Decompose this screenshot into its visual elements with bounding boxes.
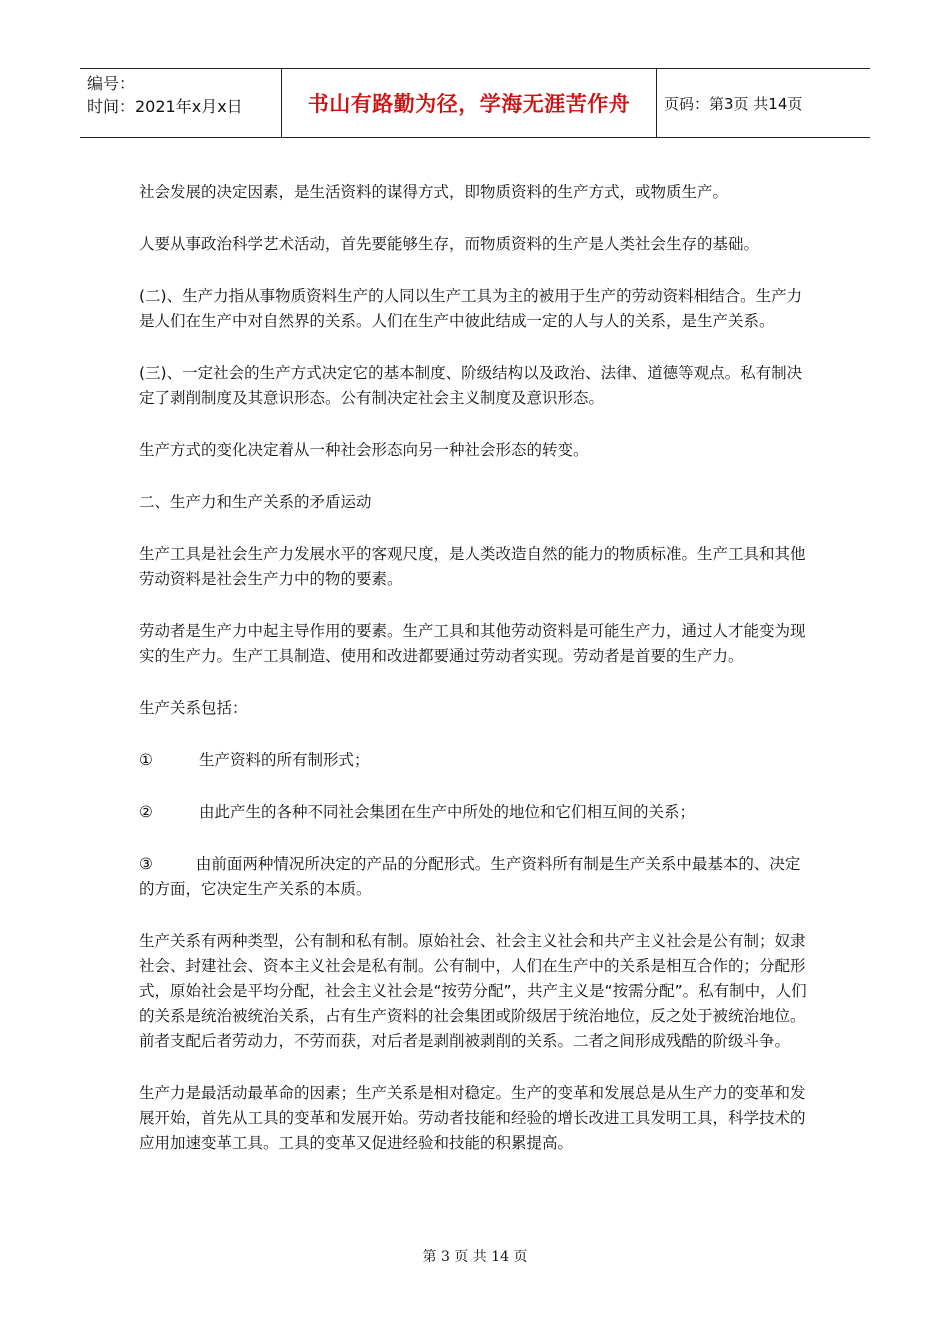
list-text-body: 由前面两种情况所决定的产品的分配形式。生产资料所有制是生产关系中最基本的、决定的方面，它决定生产关系的本质。 <box>139 855 801 898</box>
header-meta <box>80 69 282 137</box>
paragraph: 生产关系包括： <box>139 699 248 717</box>
paragraph: (二)、生产力指从事物质资料生产的人同以生产工具为主的被用于生产的劳动资料相结合。生产力是人们在生产中对自然界的关系。人们在生产中彼此结成一定的人与人的关系，是生产关系。 <box>139 287 803 330</box>
document-body <box>139 180 815 1183</box>
list-number: ② <box>139 803 153 821</box>
paragraph: 人要从事政治科学艺术活动，首先要能够生存，而物质资料的生产是人类社会生存的基础。 <box>139 235 760 253</box>
paragraph: 生产力是最活动最革命的因素；生产关系是相对稳定。生产的变革和发展总是从生产力的变革和发展开始，首先从工具的变革和发展开始。劳动者技能和经验的增长改进工具发明工具，科学技术的应用加速变革工具。工具的变革又促进经验和技能的积累提高。 <box>139 1084 806 1152</box>
page-header <box>80 68 870 138</box>
list-number: ① <box>139 751 153 769</box>
code-label: 编号： <box>87 74 136 93</box>
list-text: 生产资料的所有制形式； <box>199 751 370 769</box>
time-label: 时间：2021年x月x日 <box>87 97 243 116</box>
page-footer: 第 3 页 共 14 页 <box>422 1249 528 1265</box>
section-heading: 二、生产力和生产关系的矛盾运动 <box>139 493 372 511</box>
list-number: ③ <box>139 855 153 873</box>
paragraph: (三)、一定社会的生产方式决定它的基本制度、阶级结构以及政治、法律、道德等观点。私有制决定了剥削制度及其意识形态。公有制决定社会主义制度及意识形态。 <box>139 364 803 407</box>
paragraph: 劳动者是生产力中起主导作用的要素。生产工具和其他劳动资料是可能生产力，通过人才能变为现实的生产力。生产工具制造、使用和改进都要通过劳动者实现。劳动者是首要的生产力。 <box>139 622 806 665</box>
list-item <box>139 748 815 773</box>
paragraph: 生产方式的变化决定着从一种社会形态向另一种社会形态的转变。 <box>139 441 589 459</box>
paragraph: 生产工具是社会生产力发展水平的客观尺度，是人类改造自然的能力的物质标准。生产工具和其他劳动资料是社会生产力中的物的要素。 <box>139 545 806 588</box>
list-text <box>139 852 815 902</box>
header-page-info: 页码：第3页 共14页 <box>664 94 803 113</box>
header-motto: 书山有路勤为径，学海无涯苦作舟 <box>282 69 657 137</box>
paragraph: 社会发展的决定因素，是生活资料的谋得方式，即物质资料的生产方式，或物质生产。 <box>139 183 729 201</box>
paragraph: 生产关系有两种类型，公有制和私有制。原始社会、社会主义社会和共产主义社会是公有制；奴隶社会、封建社会、资本主义社会是私有制。公有制中，人们在生产中的关系是相互合作的；分配形式，原始社会是平均分配，社会主义社会是“按劳分配”，共产主义是“按需分配”。私有制中，人们的关系是统治被统治关系，占有生产资料的社会集团或阶级居于统治地位，反之处于被统治地位。前者支配后者劳动力，不劳而获，对后者是剥削被剥削的关系。二者之间形成残酷的阶级斗争。 <box>139 932 807 1050</box>
list-item <box>139 800 815 825</box>
list-item <box>139 852 815 902</box>
list-text: 由此产生的各种不同社会集团在生产中所处的地位和它们相互间的关系； <box>199 803 696 821</box>
